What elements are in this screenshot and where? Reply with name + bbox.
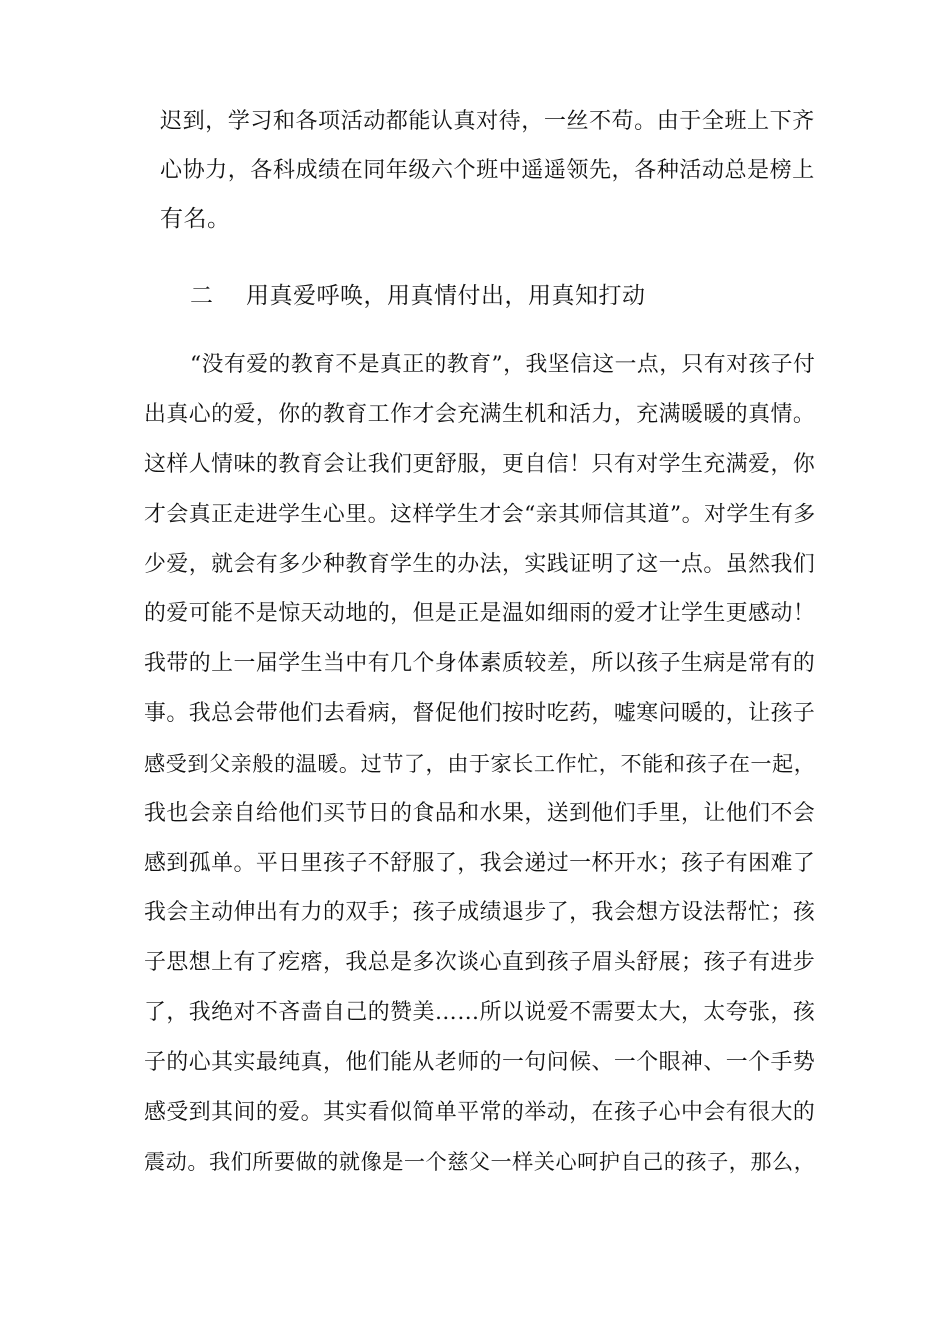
paragraph-line: 感受到父亲般的温暖。过节了，由于家长工作忙，不能和孩子在一起， <box>144 751 816 776</box>
paragraph-line: “没有爱的教育不是真正的教育”，我坚信这一点，只有对孩子付 <box>190 352 816 377</box>
paragraph-line: 事。我总会带他们去看病，督促他们按时吃药，嘘寒问暖的，让孩子 <box>144 701 816 726</box>
paragraph-line: 震动。我们所要做的就像是一个慈父一样关心呵护自己的孩子，那么， <box>144 1149 816 1174</box>
paragraph-line: 我会主动伸出有力的双手；孩子成绩退步了，我会想方设法帮忙；孩 <box>144 900 816 925</box>
paragraph-line: 心协力，各科成绩在同年级六个班中遥遥领先，各种活动总是榜上 <box>160 157 815 183</box>
paragraph-line: 出真心的爱，你的教育工作才会充满生机和活力，充满暖暖的真情。 <box>144 402 816 427</box>
paragraph-line: 感到孤单。平日里孩子不舒服了，我会递过一杯开水；孩子有困难了 <box>144 851 816 876</box>
paragraph-line: 子思想上有了疙瘩，我总是多次谈心直到孩子眉头舒展；孩子有进步 <box>144 950 816 975</box>
paragraph-line: 感受到其间的爱。其实看似简单平常的举动，在孩子心中会有很大的 <box>144 1100 816 1125</box>
section-heading <box>190 281 646 311</box>
paragraph-line: 我带的上一届学生当中有几个身体素质较差，所以孩子生病是常有的 <box>144 651 816 676</box>
paragraph-line: 这样人情味的教育会让我们更舒服，更自信！只有对学生充满爱，你 <box>144 452 816 477</box>
section-number: 二 <box>190 283 214 309</box>
paragraph-line: 了，我绝对不吝啬自己的赞美……所以说爱不需要太大，太夸张，孩 <box>144 1000 816 1025</box>
paragraph-line: 子的心其实最纯真，他们能从老师的一句问候、一个眼神、一个手势 <box>144 1050 816 1075</box>
paragraph-line: 迟到，学习和各项活动都能认真对待，一丝不苟。由于全班上下齐 <box>160 108 815 134</box>
paragraph-line: 我也会亲自给他们买节日的食品和水果，送到他们手里，让他们不会 <box>144 801 816 826</box>
paragraph-line: 的爱可能不是惊天动地的，但是正是温如细雨的爱才让学生更感动！ <box>144 601 816 626</box>
paragraph-line: 才会真正走进学生心里。这样学生才会“亲其师信其道”。对学生有多 <box>144 502 816 527</box>
paragraph-line: 有名。 <box>160 206 231 232</box>
paragraph-line: 少爱，就会有多少种教育学生的办法，实践证明了这一点。虽然我们 <box>144 552 816 577</box>
section-title: 用真爱呼唤，用真情付出，用真知打动 <box>246 283 646 309</box>
